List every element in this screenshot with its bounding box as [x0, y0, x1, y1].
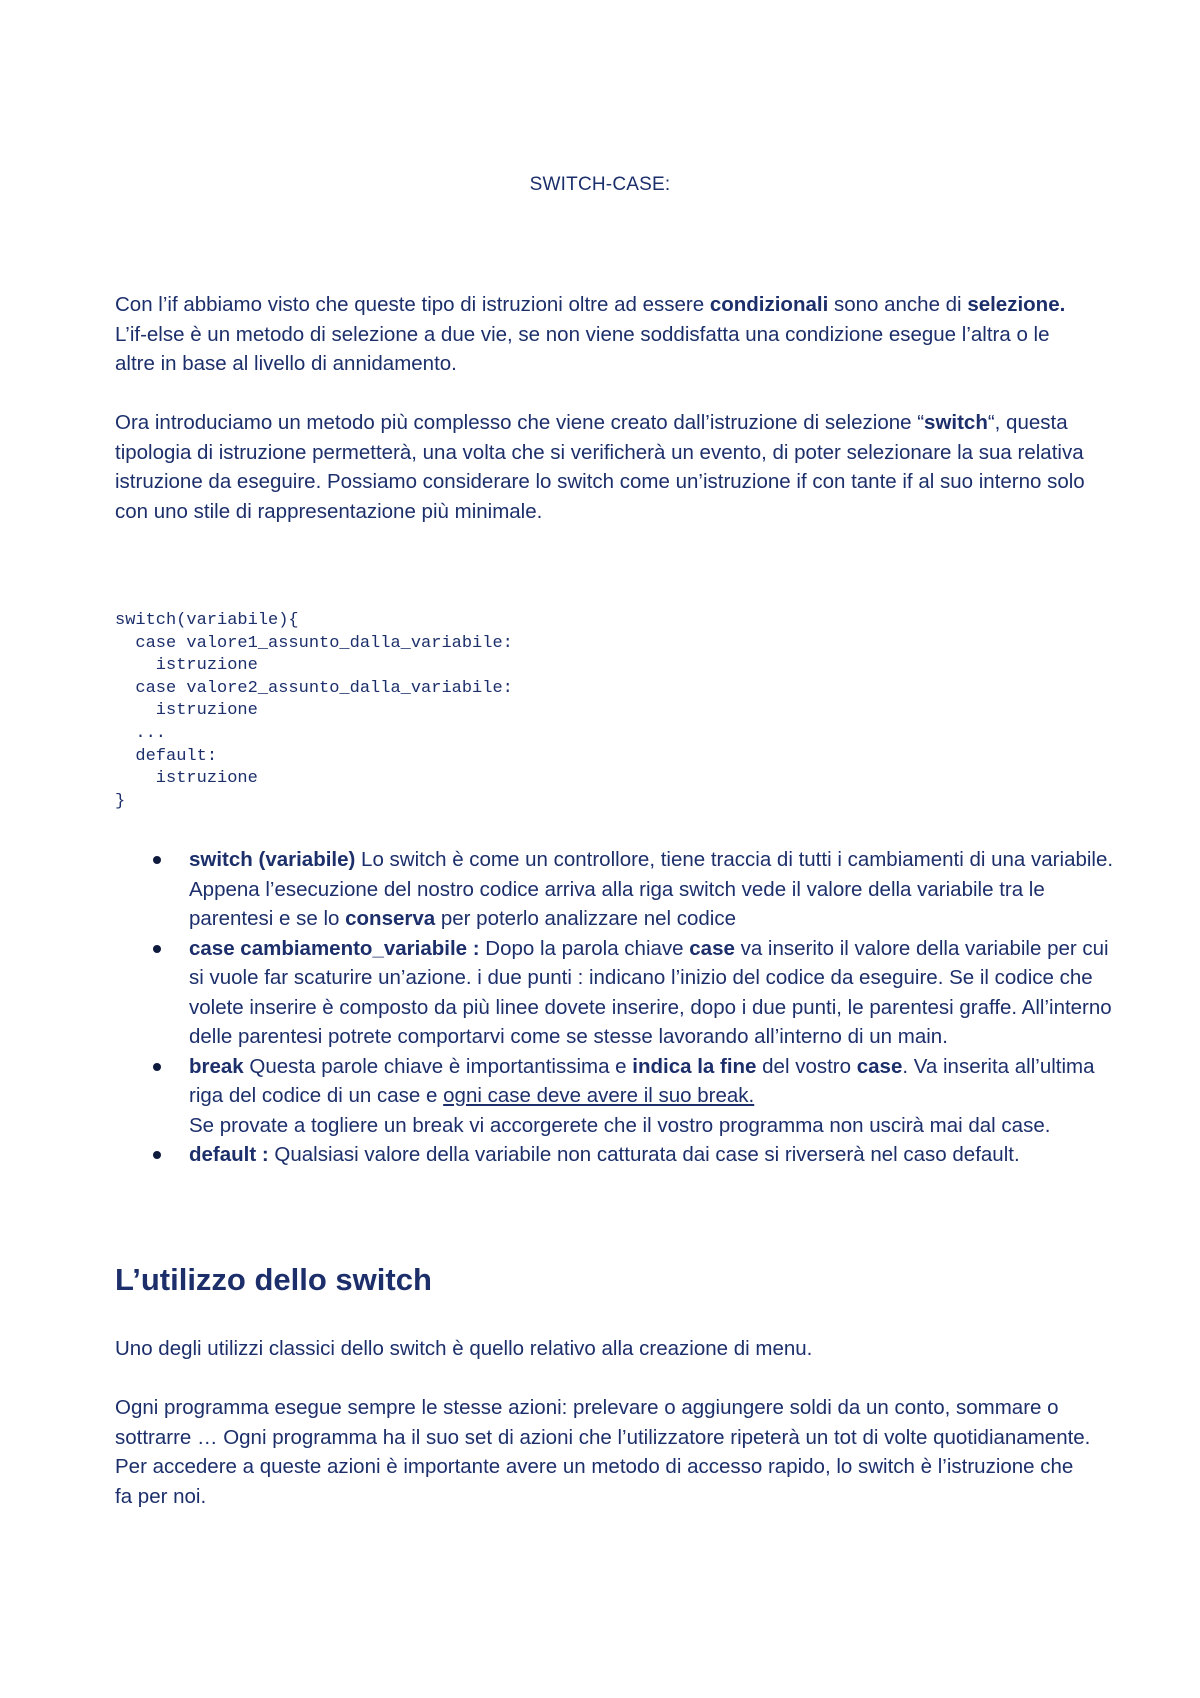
text-run: del vostro: [756, 1054, 857, 1078]
list-item: [115, 1052, 1115, 1141]
text-run: Ora introduciamo un metodo più complesso che viene creato dall’istruzione di selezione “: [115, 411, 925, 434]
bold-term: switch: [924, 411, 988, 434]
text-run: Qualsiasi valore della variabile non catturata dai case si riverserà nel caso default.: [268, 1143, 1020, 1166]
bold-term: selezione.: [967, 293, 1066, 316]
page-title: SWITCH-CASE:: [529, 174, 671, 195]
text-run: per poterlo analizzare nel codice: [435, 907, 736, 930]
bold-term: indica la fine: [632, 1054, 757, 1078]
section-paragraph-2: Ogni programma esegue sempre le stesse azioni: prelevare o aggiungere soldi da un conto, sommare o sottrarre … Ogni programma ha il suo set di azioni che l’utilizzatore ripeterà un tot di volte quotidianamente. Per accedere a queste azioni è importante avere un metodo di accesso rapido, lo switch è l’istruzione che fa per noi.: [115, 1396, 1091, 1508]
list-item: [115, 845, 1115, 934]
text-run: L’if-else è un metodo di selezione a due vie, se non viene soddisfatta una condizione esegue l’altra o le altre in base al livello di annidamento.: [115, 322, 1050, 375]
code-block: switch(variabile){ case valore1_assunto_dalla_variabile: istruzione case valore2_assunto_dalla_variabile: istruzione ... default: istruzione }: [115, 611, 513, 811]
section-heading: L’utilizzo dello switch: [115, 1262, 432, 1297]
intro-paragraph-2: [115, 408, 1095, 526]
text-run: Dopo la parola chiave: [479, 936, 690, 960]
list-item: [115, 934, 1115, 1052]
bullet-icon: [153, 945, 161, 953]
bold-term: case: [689, 936, 735, 960]
section-paragraph-1: Uno degli utilizzi classici dello switch è quello relativo alla creazione di menu.: [115, 1337, 813, 1360]
underlined-text: ogni case deve avere il suo break.: [443, 1084, 755, 1107]
bullet-icon: [153, 1151, 161, 1159]
bold-term: switch (variabile): [189, 848, 356, 871]
text-run: . Va inserita all’ultima riga del codice di un case e: [189, 1054, 1095, 1107]
bold-term: break: [189, 1054, 244, 1078]
text-run: Lo switch è come un controllore, tiene traccia di tutti i cambiamenti di una variabile. Appena l’esecuzione del nostro codice arriva alla riga switch vede il valore della variabile tra le parentesi e se lo: [189, 848, 1114, 930]
text-run: sono anche di: [828, 293, 968, 316]
bold-term: condizionali: [709, 293, 829, 316]
bullet-icon: [153, 1063, 161, 1071]
intro-paragraph-1: [115, 290, 1095, 379]
text-run: “, questa tipologia di istruzione permetterà, una volta che si verificherà un evento, di poter selezionare la sua relativa istruzione da eseguire. Possiamo considerare lo switch come un’istruzione if con tante if al suo interno solo con uno stile di rappresentazione più minimale.: [115, 411, 1085, 523]
list-item: [115, 1140, 1115, 1170]
keyword-list: [115, 845, 1115, 1170]
bold-term: default :: [189, 1143, 269, 1166]
bold-term: case: [856, 1054, 903, 1078]
text-run: Se provate a togliere un break vi accorgerete che il vostro programma non uscirà mai dal case.: [189, 1113, 1051, 1137]
bullet-icon: [153, 856, 161, 864]
bold-term: conserva: [345, 907, 436, 930]
text-run: Questa parole chiave è importantissima e: [243, 1054, 633, 1078]
text-run: va inserito il valore della variabile per cui si vuole far scaturire un’azione. i due punti : indicano l’inizio del codice da eseguire. Se il codice che volete inserire è composto da più linee dovete inserire, dopo i due punti, le parentesi graffe. All’interno delle parentesi potrete comportarvi come se stesse lavorando all’interno di un main.: [189, 936, 1112, 1048]
text-run: Con l’if abbiamo visto che queste tipo di istruzioni oltre ad essere: [115, 293, 710, 316]
bold-term: case cambiamento_variabile :: [189, 936, 480, 960]
